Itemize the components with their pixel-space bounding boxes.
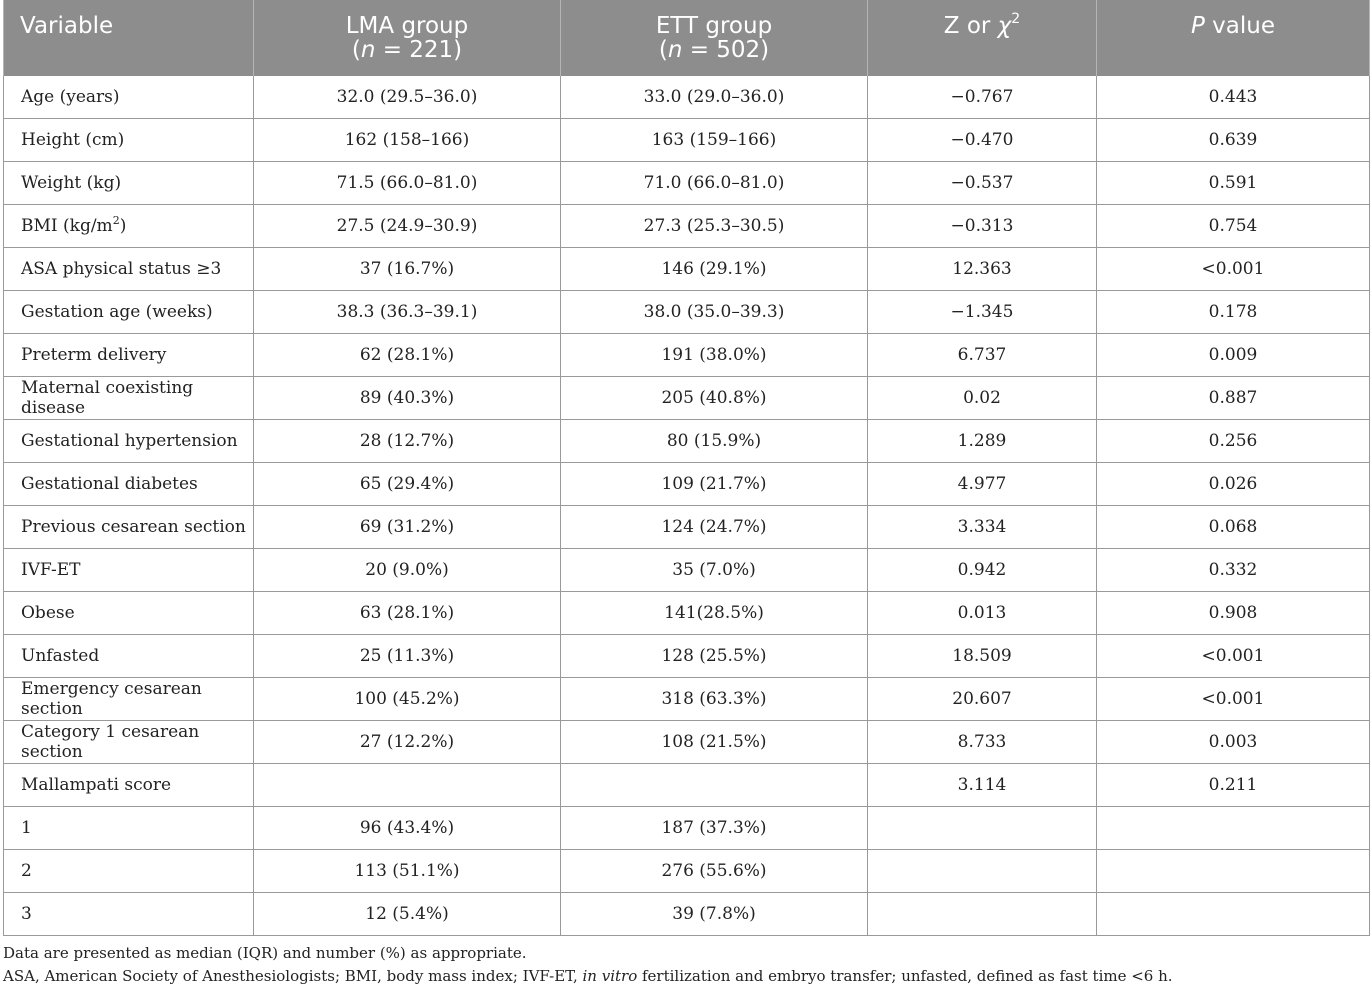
- footnote-abbreviations: [3, 967, 1173, 985]
- cell-variable-sup: 2: [112, 214, 120, 227]
- header-row: [4, 0, 1370, 76]
- cell-ett: 35 (7.0%): [561, 549, 868, 592]
- header-variable: [4, 0, 254, 76]
- cell-lma: 71.5 (66.0–81.0): [254, 162, 561, 205]
- header-ett-group: [561, 0, 868, 76]
- cell-p: [1097, 850, 1370, 893]
- cell-ett: 108 (21.5%): [561, 721, 868, 764]
- cell-stat: −0.537: [868, 162, 1097, 205]
- header-stat-prefix: Z or: [943, 13, 998, 39]
- cell-p: 0.443: [1097, 76, 1370, 119]
- table-row: [4, 506, 1370, 549]
- cell-p: 0.908: [1097, 592, 1370, 635]
- cell-variable: Maternal coexisting disease: [4, 377, 254, 420]
- table-row: [4, 377, 1370, 420]
- cell-variable: IVF-ET: [4, 549, 254, 592]
- cell-lma: 37 (16.7%): [254, 248, 561, 291]
- cell-lma: 96 (43.4%): [254, 807, 561, 850]
- cell-stat: 0.013: [868, 592, 1097, 635]
- table-row: [4, 807, 1370, 850]
- cell-stat: [868, 807, 1097, 850]
- header-lma-n-label: n: [360, 37, 376, 63]
- table-row: [4, 291, 1370, 334]
- table-row: [4, 549, 1370, 592]
- cell-ett: 27.3 (25.3–30.5): [561, 205, 868, 248]
- cell-stat: 3.334: [868, 506, 1097, 549]
- header-p-suffix: value: [1204, 13, 1275, 39]
- cell-variable: Mallampati score: [4, 764, 254, 807]
- cell-variable: Gestational diabetes: [4, 463, 254, 506]
- cell-lma: 62 (28.1%): [254, 334, 561, 377]
- table-header: [4, 0, 1370, 76]
- cell-ett: 33.0 (29.0–36.0): [561, 76, 868, 119]
- table-row: [4, 463, 1370, 506]
- cell-lma: 113 (51.1%): [254, 850, 561, 893]
- header-ett-open-paren: (: [658, 37, 668, 63]
- header-lma-title: LMA group: [345, 13, 469, 39]
- table-row: [4, 334, 1370, 377]
- cell-variable: [4, 205, 254, 248]
- cell-lma: 27 (12.2%): [254, 721, 561, 764]
- cell-variable: Gestational hypertension: [4, 420, 254, 463]
- cell-variable: Obese: [4, 592, 254, 635]
- cell-p: <0.001: [1097, 248, 1370, 291]
- footnote-abbreviations-italic: in vitro: [582, 967, 638, 985]
- cell-p: 0.211: [1097, 764, 1370, 807]
- cell-lma: 32.0 (29.5–36.0): [254, 76, 561, 119]
- cell-p: 0.639: [1097, 119, 1370, 162]
- cell-ett: 39 (7.8%): [561, 893, 868, 936]
- cell-p: 0.332: [1097, 549, 1370, 592]
- cell-lma: 27.5 (24.9–30.9): [254, 205, 561, 248]
- cell-stat: [868, 893, 1097, 936]
- cell-stat: 0.02: [868, 377, 1097, 420]
- cell-lma: 38.3 (36.3–39.1): [254, 291, 561, 334]
- table-row: [4, 119, 1370, 162]
- cell-variable-suffix: ): [119, 216, 127, 236]
- header-statistic: [868, 0, 1097, 76]
- cell-p: 0.009: [1097, 334, 1370, 377]
- cell-stat: [868, 850, 1097, 893]
- cell-stat: −0.767: [868, 76, 1097, 119]
- header-ett-n-value: = 502): [682, 37, 770, 63]
- header-lma-open-paren: (: [351, 37, 361, 63]
- cell-p: 0.256: [1097, 420, 1370, 463]
- cell-lma: 63 (28.1%): [254, 592, 561, 635]
- table-row: [4, 248, 1370, 291]
- cell-stat: −0.313: [868, 205, 1097, 248]
- cell-lma: 25 (11.3%): [254, 635, 561, 678]
- cell-ett: 80 (15.9%): [561, 420, 868, 463]
- footnote-abbreviations-part2: fertilization and embryo transfer; unfasted, defined as fast time <6 h.: [637, 967, 1173, 985]
- cell-variable: Weight (kg): [4, 162, 254, 205]
- cell-p: 0.887: [1097, 377, 1370, 420]
- cell-ett: 276 (55.6%): [561, 850, 868, 893]
- header-p-value: [1097, 0, 1370, 76]
- table-row: [4, 205, 1370, 248]
- table-row: [4, 76, 1370, 119]
- cell-variable: Unfasted: [4, 635, 254, 678]
- cell-lma: 162 (158–166): [254, 119, 561, 162]
- header-stat-symbol: χ: [997, 13, 1012, 39]
- cell-variable: 1: [4, 807, 254, 850]
- cell-ett: 109 (21.7%): [561, 463, 868, 506]
- cell-stat: 12.363: [868, 248, 1097, 291]
- header-lma-n: [254, 38, 560, 62]
- cell-variable: ASA physical status ≥3: [4, 248, 254, 291]
- cell-p: 0.003: [1097, 721, 1370, 764]
- table-body: [4, 76, 1370, 936]
- cell-p: [1097, 893, 1370, 936]
- cell-ett: 191 (38.0%): [561, 334, 868, 377]
- cell-variable: 2: [4, 850, 254, 893]
- cell-ett: 205 (40.8%): [561, 377, 868, 420]
- table-row: [4, 850, 1370, 893]
- cell-p: 0.068: [1097, 506, 1370, 549]
- cell-p: <0.001: [1097, 635, 1370, 678]
- table-row: [4, 635, 1370, 678]
- header-ett-n: [561, 38, 867, 62]
- baseline-characteristics-table-container: [3, 0, 1369, 936]
- cell-ett: 128 (25.5%): [561, 635, 868, 678]
- cell-ett: 163 (159–166): [561, 119, 868, 162]
- footnote-abbreviations-part1: ASA, American Society of Anesthesiologists; BMI, body mass index; IVF-ET,: [3, 967, 583, 985]
- cell-variable: Emergency cesarean section: [4, 678, 254, 721]
- table-row: [4, 893, 1370, 936]
- cell-p: <0.001: [1097, 678, 1370, 721]
- cell-lma: 69 (31.2%): [254, 506, 561, 549]
- cell-stat: 4.977: [868, 463, 1097, 506]
- cell-p: 0.026: [1097, 463, 1370, 506]
- cell-stat: 0.942: [868, 549, 1097, 592]
- table-row: [4, 162, 1370, 205]
- header-stat-sup: 2: [1011, 11, 1021, 27]
- table-row: [4, 678, 1370, 721]
- footnote-data-presentation: Data are presented as median (IQR) and number (%) as appropriate.: [3, 944, 527, 962]
- cell-stat: 6.737: [868, 334, 1097, 377]
- cell-ett: 38.0 (35.0–39.3): [561, 291, 868, 334]
- cell-stat: 1.289: [868, 420, 1097, 463]
- table-row: [4, 764, 1370, 807]
- cell-stat: 18.509: [868, 635, 1097, 678]
- header-lma-group: [254, 0, 561, 76]
- cell-lma: 65 (29.4%): [254, 463, 561, 506]
- cell-variable: Age (years): [4, 76, 254, 119]
- cell-lma: 20 (9.0%): [254, 549, 561, 592]
- cell-p: 0.754: [1097, 205, 1370, 248]
- cell-stat: 20.607: [868, 678, 1097, 721]
- table-row: [4, 592, 1370, 635]
- cell-lma: 89 (40.3%): [254, 377, 561, 420]
- cell-stat: 3.114: [868, 764, 1097, 807]
- cell-variable: Preterm delivery: [4, 334, 254, 377]
- cell-ett: 141(28.5%): [561, 592, 868, 635]
- cell-lma: [254, 764, 561, 807]
- cell-ett: 146 (29.1%): [561, 248, 868, 291]
- cell-lma: 28 (12.7%): [254, 420, 561, 463]
- header-ett-title: ETT group: [655, 13, 773, 39]
- cell-variable-prefix: BMI (kg/m: [21, 216, 113, 236]
- table-row: [4, 420, 1370, 463]
- cell-p: 0.178: [1097, 291, 1370, 334]
- cell-stat: −0.470: [868, 119, 1097, 162]
- cell-ett: 71.0 (66.0–81.0): [561, 162, 868, 205]
- header-ett-n-label: n: [667, 37, 683, 63]
- header-p-label: P: [1190, 13, 1205, 39]
- cell-ett: 318 (63.3%): [561, 678, 868, 721]
- cell-variable: Previous cesarean section: [4, 506, 254, 549]
- cell-variable: 3: [4, 893, 254, 936]
- table-row: [4, 721, 1370, 764]
- baseline-characteristics-table: [3, 0, 1370, 936]
- cell-stat: 8.733: [868, 721, 1097, 764]
- cell-variable: Category 1 cesarean section: [4, 721, 254, 764]
- cell-ett: 187 (37.3%): [561, 807, 868, 850]
- cell-lma: 12 (5.4%): [254, 893, 561, 936]
- cell-variable: Gestation age (weeks): [4, 291, 254, 334]
- cell-p: [1097, 807, 1370, 850]
- cell-ett: 124 (24.7%): [561, 506, 868, 549]
- cell-ett: [561, 764, 868, 807]
- cell-p: 0.591: [1097, 162, 1370, 205]
- cell-variable: Height (cm): [4, 119, 254, 162]
- cell-stat: −1.345: [868, 291, 1097, 334]
- header-variable-text: Variable: [20, 13, 114, 39]
- cell-lma: 100 (45.2%): [254, 678, 561, 721]
- header-lma-n-value: = 221): [375, 37, 463, 63]
